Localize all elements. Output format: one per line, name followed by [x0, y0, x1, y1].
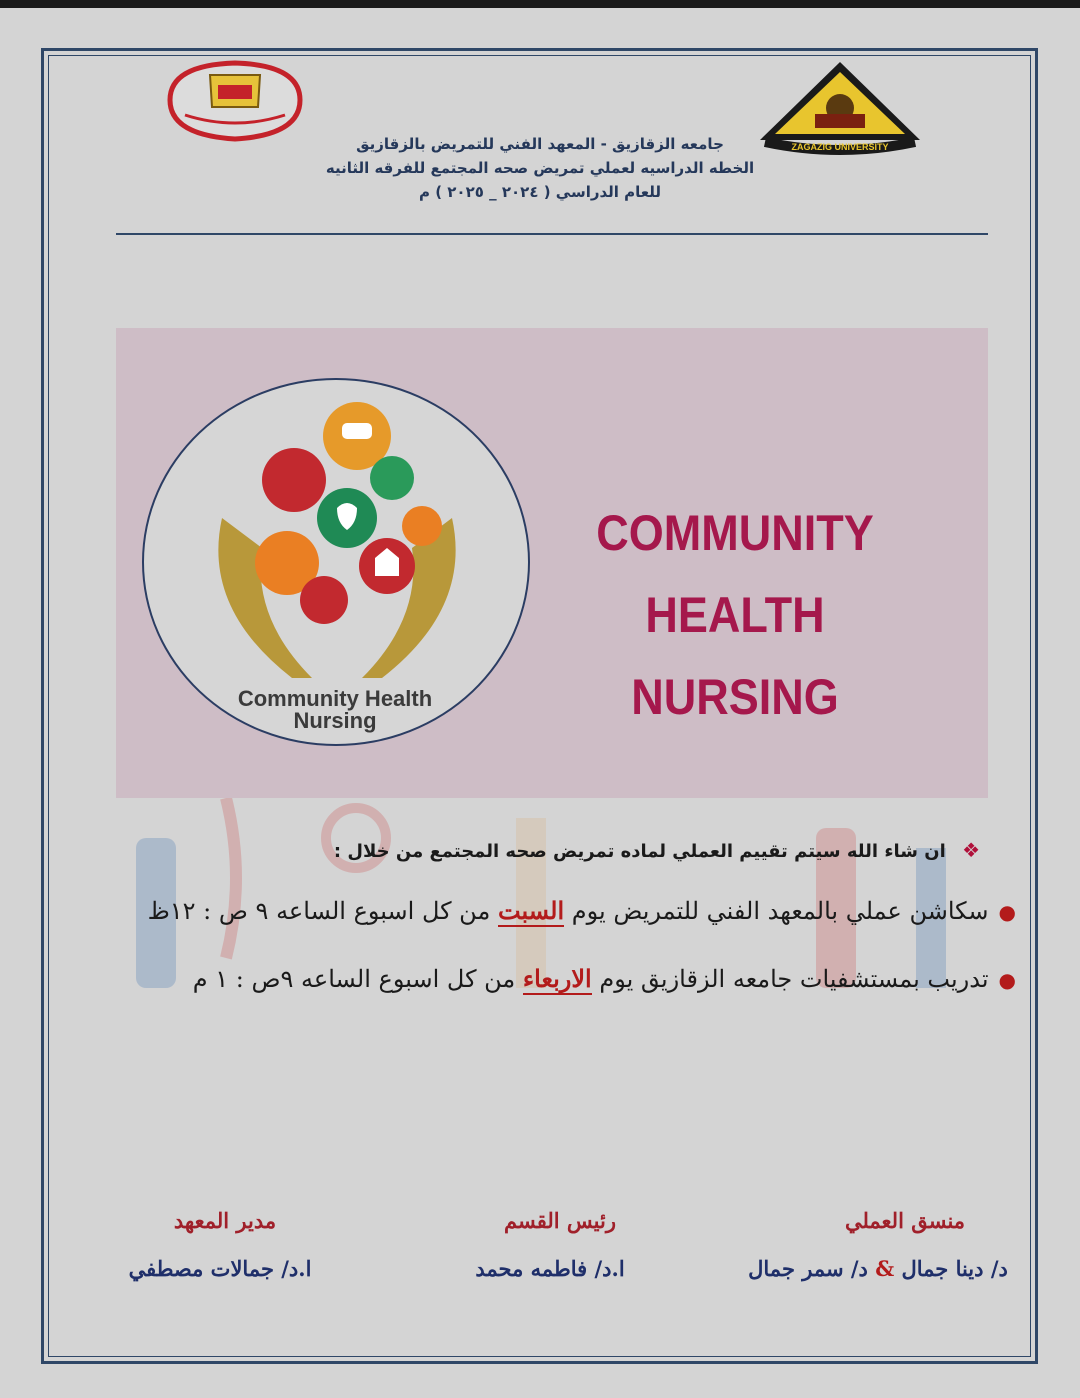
intro-statement — [300, 838, 980, 862]
schedule-item-2 — [193, 964, 1016, 993]
schedule-item-1-before: سكاشن عملي بالمعهد الفني للتمريض يوم — [564, 897, 989, 925]
emblem-caption-line-1: Community Health — [237, 686, 433, 711]
header-line-3: للعام الدراسي ( ٢٠٢٤ _ ٢٠٢٥ ) م — [418, 183, 661, 201]
bullet-dot-icon: ● — [998, 900, 1016, 924]
bullet-dot-icon: ● — [998, 968, 1016, 992]
department-head-name: ا.د/ فاطمه محمد — [475, 1256, 625, 1281]
coordinator-title: منسق العملي — [844, 1208, 966, 1233]
schedule-item-2-before: تدريب بمستشفيات جامعه الزقازيق يوم — [591, 965, 989, 993]
document-header — [290, 132, 790, 204]
banner-title-line-1: COMMUNITY — [596, 505, 874, 561]
top-edge-bar — [0, 0, 1080, 8]
emblem-caption-line-2: Nursing — [293, 708, 377, 733]
schedule-item-2-after: من كل اسبوع الساعه ٩ص : ١ م — [192, 965, 523, 993]
director-title: مدير المعهد — [173, 1208, 277, 1233]
department-head-title: رئيس القسم — [504, 1208, 616, 1233]
header-line-1: جامعه الزقازيق - المعهد الفني للتمريض بالزقازيق — [356, 135, 724, 153]
header-line-2: الخطه الدراسيه لعملي تمريض صحه المجتمع للفرقه الثانيه — [325, 159, 755, 177]
coordinator-names — [728, 1256, 1028, 1281]
coordinator-name-b: د/ سمر جمال — [748, 1256, 868, 1281]
schedule-item-1-day: السبت — [497, 896, 565, 925]
intro-text: ان شاء الله سيتم تقييم العملي لماده تمريض صحه المجتمع من خلال : — [333, 841, 946, 862]
schedule-item-1 — [148, 896, 1016, 925]
family-icon — [262, 448, 326, 512]
fire-icon — [300, 576, 348, 624]
banner-title — [560, 492, 911, 738]
diamond-bullet-icon: ❖ — [962, 838, 980, 862]
ambulance-icon — [402, 506, 442, 546]
emblem-caption — [200, 688, 470, 732]
institute-logo — [160, 55, 310, 145]
ampersand: & — [875, 1256, 895, 1281]
header-divider — [116, 233, 988, 235]
university-logo-text: ZAGAZIG UNIVERSITY — [791, 142, 889, 152]
safe-icon — [370, 456, 414, 500]
schedule-item-1-after: من كل اسبوع الساعه ٩ ص : ١٢ظ — [147, 897, 498, 925]
banner-title-line-2: HEALTH NURSING — [631, 587, 839, 725]
director-name: ا.د/ جمالات مصطفي — [128, 1256, 312, 1281]
schedule-item-2-day: الاربعاء — [522, 964, 592, 993]
coordinator-name-a: د/ دينا جمال — [901, 1256, 1008, 1281]
